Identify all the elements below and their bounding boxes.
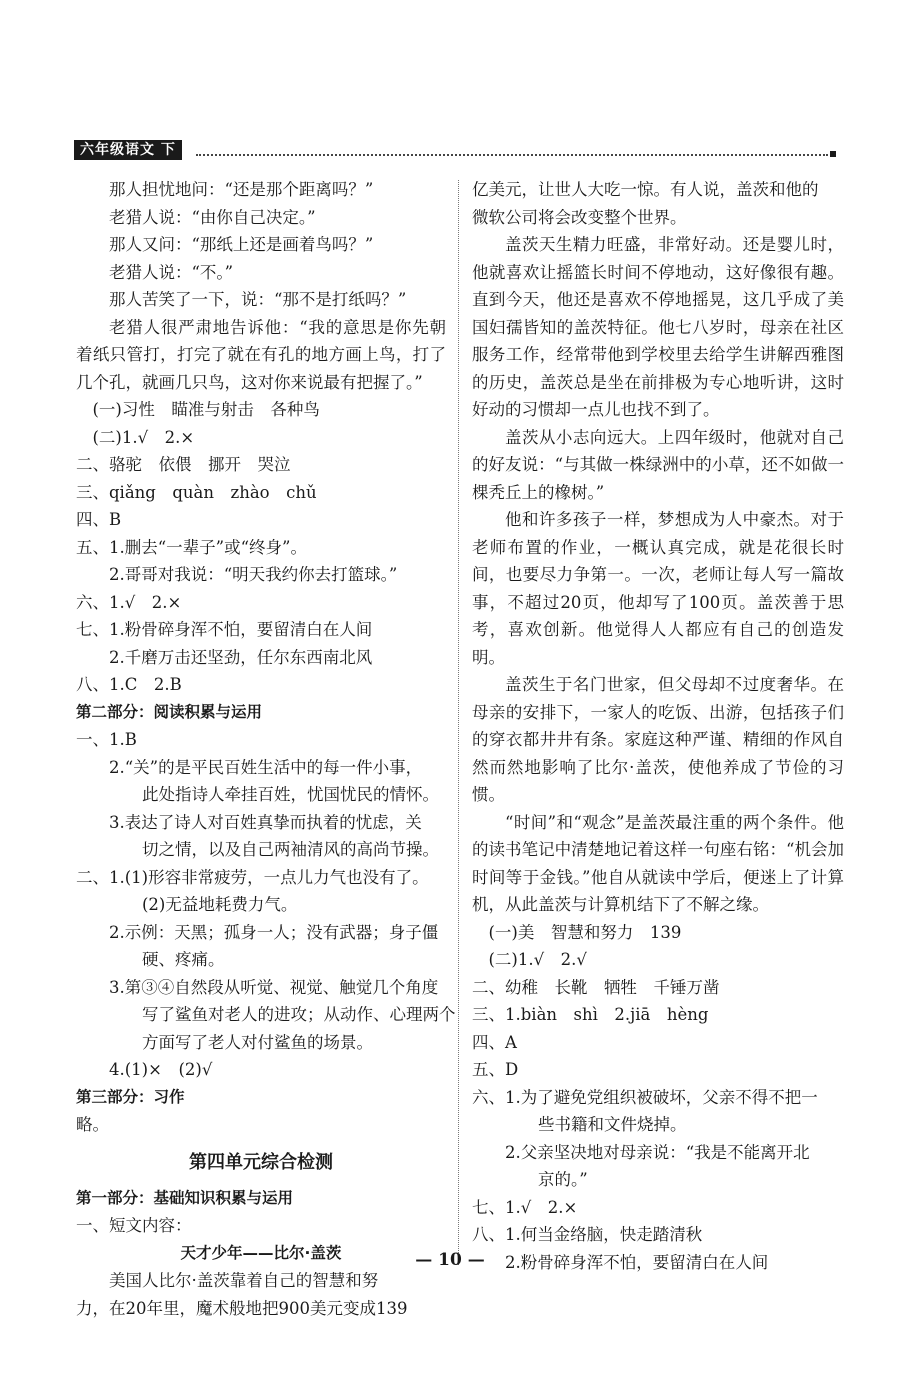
answer-line: 八、1.C 2.B — [76, 675, 182, 694]
column-divider — [458, 180, 459, 1265]
answer-line: 一、1.B — [76, 730, 137, 749]
section-heading: 第三部分：习作 — [76, 1087, 185, 1106]
header-square-mark — [830, 151, 836, 157]
story-line: 老猎人说：“不。” — [109, 262, 234, 282]
answer-line: 略。 — [76, 1115, 109, 1134]
answer-line: 二、1.(1)形容非常疲劳，一点儿力气也没有了。 — [76, 867, 429, 887]
answer-line: 2.千磨万击还坚劲，任尔东西南北风 — [109, 647, 373, 667]
right-column — [472, 176, 844, 1276]
passage-paragraph: 盖茨天生精力旺盛，非常好动。还是婴儿时，他就喜欢让摇篮长时间不停地动，这好像很有趣。直到今天，他还是喜欢不停地摇晃，这几乎成了美国妇孺皆知的盖茨特征。他七八岁时，母亲在社区服务工作，经常带他到学校里去给学生讲解西雅图的历史，盖茨总是坐在前排极为专心地听讲，这时好动的习惯却一点儿也找不到了。 — [472, 235, 844, 419]
answer-line: (2)无益地耗费力气。 — [142, 895, 298, 914]
answer-line: 五、1.删去“一辈子”或“终身”。 — [76, 537, 307, 557]
answer-line: 二、骆驼 依偎 挪开 哭泣 — [76, 455, 291, 474]
answer-line: 二、幼稚 长靴 牺牲 千锤万凿 — [472, 977, 720, 997]
passage-paragraph: 盖茨从小志向远大。上四年级时，他就对自己的好友说：“与其做一株绿洲中的小草，还不如做一棵秃丘上的橡树。” — [472, 427, 844, 502]
answer-line: 2.示例：天黑；孤身一人；没有武器；身子僵 — [109, 922, 439, 942]
answer-line: 2.粉骨碎身浑不怕，要留清白在人间 — [505, 1252, 769, 1272]
grade-subject-tag: 六年级语文 下 — [74, 140, 182, 160]
story-line: 那人担忧地问：“还是那个距离吗？” — [109, 180, 374, 199]
answer-line: 些书籍和文件烧掉。 — [538, 1115, 687, 1134]
section-heading: 第二部分：阅读积累与运用 — [76, 702, 263, 721]
answer-line: 一、短文内容： — [76, 1216, 192, 1235]
answer-line: 六、1.为了避免党组织被破坏，父亲不得不把一 — [472, 1087, 818, 1107]
passage-paragraph: “时间”和“观念”是盖茨最注重的两个条件。他的读书笔记中清楚地记着这样一句座右铭：“机会加时间等于金钱。”他自从就读中学后，便迷上了计算机，从此盖茨与计算机结下了不解之缘。 — [472, 812, 844, 914]
answer-line: (二)1.√ 2.√ — [488, 950, 587, 969]
page-header — [74, 140, 836, 162]
answer-line: (一)习性 瞄准与射击 各种鸟 — [92, 400, 320, 419]
answer-line: 2.“关”的是平民百姓生活中的每一件小事， — [109, 757, 423, 777]
story-paragraph: 老猎人很严肃地告诉他：“我的意思是你先朝着纸只管打，打完了就在有孔的地方画上鸟，打了几个孔，就画几只鸟，这对你来说最有把握了。” — [76, 317, 446, 392]
answer-line: 五、D — [472, 1060, 519, 1079]
answer-line: 方面写了老人对付鲨鱼的场景。 — [142, 1032, 373, 1052]
story-line: 那人又问：“那纸上还是画着鸟吗？” — [109, 235, 374, 254]
section-heading: 第一部分：基础知识积累与运用 — [76, 1188, 294, 1207]
passage-line: 亿美元，让世人大吃一惊。有人说，盖茨和他的 — [472, 180, 819, 199]
passage-paragraph: 他和许多孩子一样，梦想成为人中豪杰。对于老师布置的作业，一概认真完成，就是花很长时间，也要尽力争第一。一次，老师让每人写一篇故事，不超过20页，他却写了100页。盖茨善于思考，喜欢创新。他觉得人人都应有自己的创造发明。 — [472, 510, 844, 667]
answer-line: 3.表达了诗人对百姓真挚而执着的忧虑，关 — [109, 812, 422, 832]
answer-line: 硬、疼痛。 — [142, 950, 225, 969]
answer-line: 写了鲨鱼对老人的进攻；从动作、心理两个 — [142, 1005, 456, 1024]
passage-line: 微软公司将会改变整个世界。 — [472, 207, 687, 227]
answer-line: 八、1.何当金络脑，快走踏清秋 — [472, 1225, 703, 1244]
answer-line: (一)美 智慧和努力 139 — [488, 922, 682, 942]
answer-line: 七、1.粉骨碎身浑不怕，要留清白在人间 — [76, 620, 373, 639]
answer-line: 四、B — [76, 510, 122, 529]
answer-line: 京的。” — [538, 1170, 588, 1189]
answer-line: 3.第③④自然段从听觉、视觉、触觉几个角度 — [109, 977, 439, 997]
story-line: 老猎人说：“由你自己决定。” — [109, 207, 316, 227]
answer-line: (二)1.√ 2.× — [92, 427, 195, 447]
story-line: 那人苦笑了一下，说：“那不是打纸吗？” — [109, 290, 407, 309]
answer-line: 三、qiǎng quàn zhào chǔ — [76, 482, 317, 502]
answer-line: 六、1.√ 2.× — [76, 592, 182, 612]
passage-line: 力，在20年里，魔术般地把900美元变成139 — [76, 1298, 408, 1318]
answer-line: 四、A — [472, 1032, 517, 1052]
unit-test-title: 第四单元综合检测 — [189, 1151, 333, 1173]
answer-line: 2.父亲坚决地对母亲说：“我是不能离开北 — [505, 1142, 810, 1162]
passage-title: 天才少年——比尔·盖茨 — [180, 1243, 342, 1262]
passage-line: 美国人比尔·盖茨靠着自己的智慧和努 — [109, 1271, 379, 1290]
answer-line: 4.(1)× (2)√ — [109, 1060, 213, 1079]
page-number: — 10 — — [415, 1250, 485, 1270]
answer-line: 此处指诗人牵挂百姓，忧国忧民的情怀。 — [142, 785, 439, 804]
header-dotted-rule — [196, 154, 828, 156]
answer-line: 三、1.biàn shì 2.jiā hèng — [472, 1005, 709, 1024]
answer-line: 七、1.√ 2.× — [472, 1197, 578, 1217]
answer-line: 切之情，以及自己两袖清风的高尚节操。 — [142, 840, 439, 859]
passage-paragraph: 盖茨生于名门世家，但父母却不过度奢华。在母亲的安排下，一家人的吃饭、出游，包括孩子们的穿衣都井井有条。家庭这种严谨、精细的作风自然而然地影响了比尔·盖茨，使他养成了节俭的习惯。 — [472, 675, 844, 804]
answer-line: 2.哥哥对我说：“明天我约你去打篮球。” — [109, 565, 398, 584]
